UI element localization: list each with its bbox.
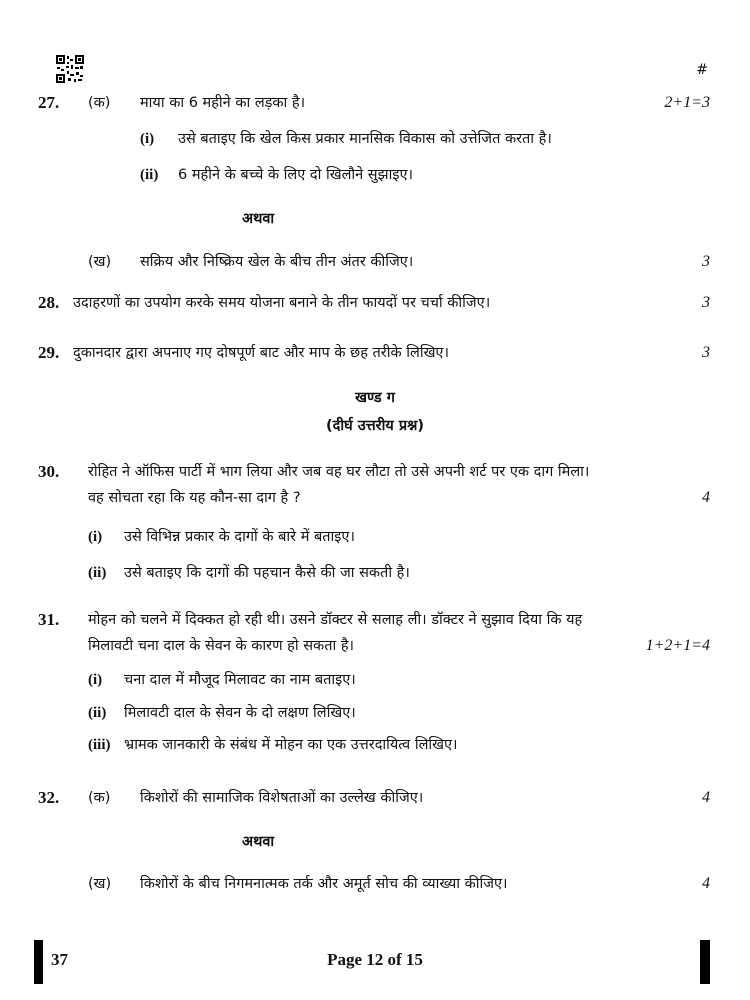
q27-part-a-label: (क)	[88, 95, 111, 111]
q31-number: 31.	[38, 610, 60, 629]
q31-sub-iii-text: भ्रामक जानकारी के संबंध में मोहन का एक उत्तरदायित्व लिखिए।	[124, 737, 458, 753]
q29-number: 29.	[38, 343, 60, 362]
q27-number: 27.	[38, 93, 60, 112]
q30-line-1: रोहित ने ऑफिस पार्टी में भाग लिया और जब वह घर लौटा तो उसे अपनी शर्ट पर एक दाग मिला।	[88, 464, 590, 480]
footer-paper-code: 37	[51, 950, 68, 969]
q32-or-divider: अथवा	[242, 834, 275, 850]
q30-number: 30.	[38, 462, 60, 481]
q27-sub-i-text: उसे बताइए कि खेल किस प्रकार मानसिक विकास को उत्तेजित करता है।	[178, 131, 552, 147]
q31-sub-iii-label: (iii)	[88, 737, 111, 753]
q27-part-b-label: (ख)	[88, 254, 112, 270]
footer-page-number: Page 12 of 15	[327, 950, 423, 969]
qr-code	[56, 55, 84, 83]
q32-part-a-text: किशोरों की सामाजिक विशेषताओं का उल्लेख कीजिए।	[140, 790, 424, 806]
q27-part-b-marks: 3	[702, 253, 710, 270]
q29-text: दुकानदार द्वारा अपनाए गए दोषपूर्ण बाट और माप के छह तरीके लिखिए।	[73, 345, 449, 361]
q31-marks: 1+2+1=4	[645, 637, 710, 654]
q27-sub-i-label: (i)	[140, 131, 155, 147]
q30-line-2: वह सोचता रहा कि यह कौन-सा दाग है ?	[88, 490, 301, 506]
q27-part-b-text: सक्रिय और निष्क्रिय खेल के बीच तीन अंतर कीजिए।	[140, 254, 414, 270]
q27-sub-ii-label: (ii)	[140, 167, 159, 183]
q31-sub-i-text: चना दाल में मौजूद मिलावट का नाम बताइए।	[124, 672, 356, 688]
q32-part-a-label: (क)	[88, 790, 111, 806]
q29-marks: 3	[702, 344, 710, 361]
q31-sub-ii-label: (ii)	[88, 705, 107, 721]
page-hash-mark: #	[696, 62, 708, 78]
q32-part-b-label: (ख)	[88, 876, 112, 892]
q30-sub-i-text: उसे विभिन्न प्रकार के दागों के बारे में बताइए।	[124, 529, 355, 545]
q32-part-b-marks: 4	[702, 875, 710, 892]
section-subtitle: (दीर्घ उत्तरीय प्रश्न)	[326, 418, 424, 434]
q28-number: 28.	[38, 293, 60, 312]
q31-sub-i-label: (i)	[88, 672, 103, 688]
q27-sub-ii-text: 6 महीने के बच्चे के लिए दो खिलौने सुझाइए।	[178, 167, 413, 183]
q31-line-2: मिलावटी चना दाल के सेवन के कारण हो सकता है।	[88, 638, 355, 654]
q31-line-1: मोहन को चलने में दिक्कत हो रही थी। उसने डॉक्टर से सलाह ली। डॉक्टर ने सुझाव दिया कि यह	[88, 612, 583, 628]
q30-sub-ii-text: उसे बताइए कि दागों की पहचान कैसे की जा सकती है।	[124, 565, 410, 581]
q32-number: 32.	[38, 788, 60, 807]
q28-text: उदाहरणों का उपयोग करके समय योजना बनाने के तीन फायदों पर चर्चा कीजिए।	[73, 295, 491, 311]
q27-part-a-text: माया का 6 महीने का लड़का है।	[140, 95, 306, 111]
section-title: खण्ड ग	[355, 390, 395, 406]
q28-marks: 3	[702, 294, 710, 311]
q30-sub-i-label: (i)	[88, 529, 103, 545]
q27-or-divider: अथवा	[242, 211, 275, 227]
footer-right-bar	[700, 940, 710, 984]
q27-marks: 2+1=3	[664, 94, 710, 111]
q30-sub-ii-label: (ii)	[88, 565, 107, 581]
q30-marks: 4	[702, 489, 710, 506]
q32-part-b-text: किशोरों के बीच निगमनात्मक तर्क और अमूर्त सोच की व्याख्या कीजिए।	[140, 876, 508, 892]
q31-sub-ii-text: मिलावटी दाल के सेवन के दो लक्षण लिखिए।	[124, 705, 356, 721]
q32-part-a-marks: 4	[702, 789, 710, 806]
